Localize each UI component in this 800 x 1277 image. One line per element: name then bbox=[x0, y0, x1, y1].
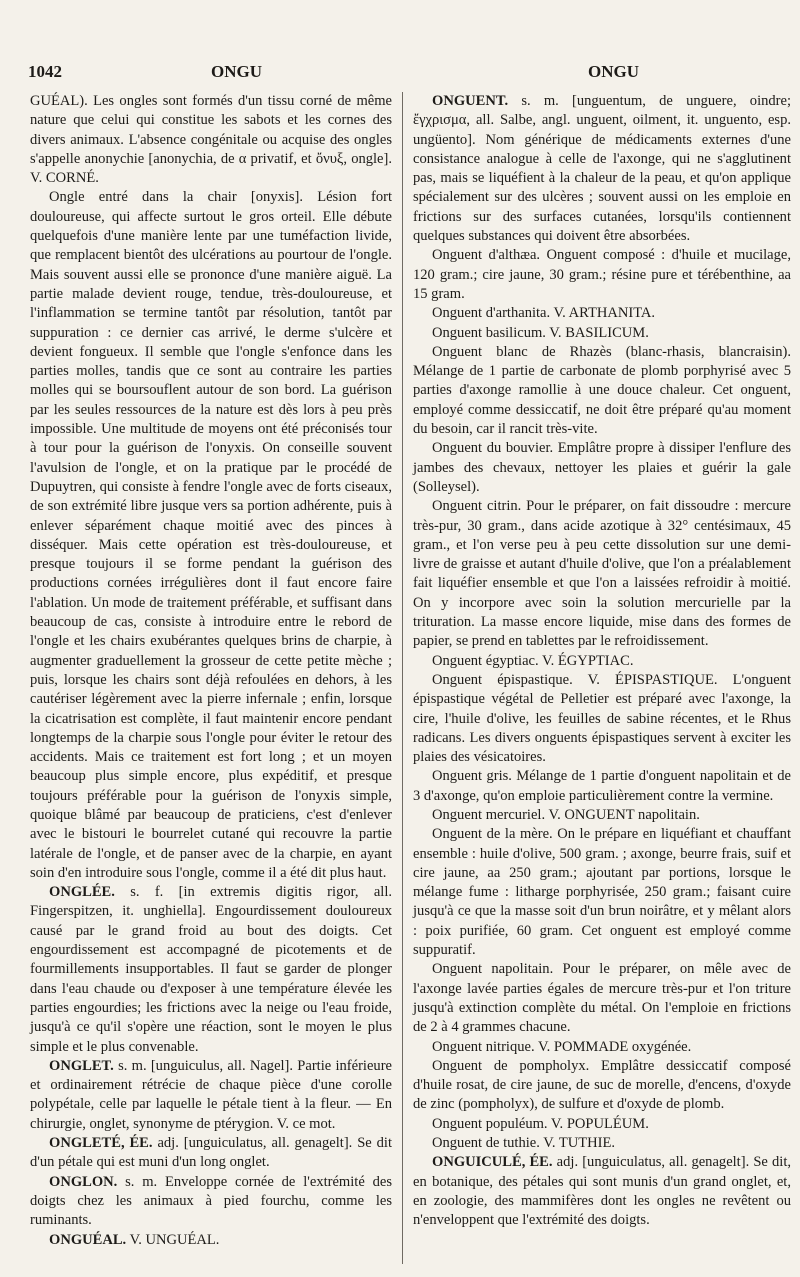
entry-ongle-entre: Ongle entré dans la chair [onyxis]. Lésion fort douloureuse, qui affecte surtout le gros orteil. Elle débute quelquefois d'une manière lente par une tuméfaction livide, que remplacent bientôt des ulcérations au pourtour de l'ongle. Mais souvent aussi elle se prononce d'une manière aiguë. La partie malade devient rouge, tendue, très-douloureuse, et l'inflammation se termine tantôt par résolution, tantôt par suppuration : ce dernier cas arrivé, le derme s'ulcère et devient fongueux. Il semble que l'ongle s'enfonce dans les parties molles, tandis que ce sont au contraire les parties molles qui se boursouflent autour de son bord. La guérison par les seules ressources de la nature est dès lors à peu près impossible. Une multitude de moyens ont été préconisés tour à tour pour la guérison de l'onyxis. On conseille souvent l'avulsion de l'ongle, et on la pratique par le procédé de Dupuytren, qui consiste à fendre l'ongle avec de forts ciseaux, de son extrémité libre jusque vers sa portion adhérente, puis à enlever séparément chaque moitié avec des pinces à disséquer. Mais cette opération est très-douloureuse, et presque toujours il se forme pendant la guérison des productions cornées irrégulières dont il faut encore faire l'ablation. Un mode de traitement préférable, et suffisant dans beaucoup de cas, consiste à introduire entre le rebord de l'ongle et les chairs exubérantes quelques brins de charpie, à augmenter graduellement la grosseur de cette petite mèche ; puis, lorsque les chairs sont déjà refoulées en dehors, à les cautériser légèrement avec la pierre infernale ; enfin, lorsque la cicatrisation est complète, il faut maintenir encore pendant longtemps de la charpie sous l'ongle pour éviter le retour des accidents. Mais ce traitement est fort long ; et un moyen beaucoup plus simple encore, plus expéditif, et presque toujours préférable pour la guérison de l'onyxis simple, quoique blâmé par beaucoup de praticiens, c'est d'enlever avec le bistouri le bourrelet cutané qui recouvre la partie latérale de l'ongle, et de panser avec de la charpie, en ayant soin d'en introduire sous l'ongle, comme il a été dit plus haut. bbox=[30, 189, 392, 881]
definition-onguicule: adj. [unguiculatus, all. genagelt]. Se dit, en botanique, des pétales qui sont munis d'un grand onglet, et, en zoologie, des mammifères dont les ongles ne revêtent ou n'enveloppent que l'extrémité des doigts. bbox=[413, 1154, 791, 1229]
entry-gris: Onguent gris. Mélange de 1 partie d'onguent napolitain et de 3 d'axonge, qu'on emploie particulièrement contre la vermine. bbox=[413, 768, 791, 804]
definition-onglon: s. m. Enveloppe cornée de l'extrémité des doigts chez les animaux à pied fourchu, comme les ruminants. bbox=[30, 1173, 392, 1229]
entry-ongle-continuation: GUÉAL). Les ongles sont formés d'un tissu corné de même nature que celui qui constitue les sabots et les cornes des divers animaux. L'absence congénitale ou acquise des ongles s'appelle anonychie [anonychia, de α privatif, et ὄνυξ, ongle]. V. CORNÉ. bbox=[30, 93, 392, 187]
entry-ongueal bbox=[30, 1231, 392, 1250]
entry-onglet bbox=[30, 1057, 392, 1134]
entry-onglete bbox=[30, 1134, 392, 1173]
headword-onglon: ONGLON. bbox=[49, 1173, 118, 1190]
headword-onguent: ONGUENT. bbox=[432, 93, 509, 109]
headword-ongueal: ONGUÉAL. bbox=[49, 1231, 127, 1248]
entry-la-mere: Onguent de la mère. On le prépare en liquéfiant et chauffant ensemble : huile d'olive, 500 gram. ; axonge, beurre frais, suif et cire jaune, aa 250 gram.; ajoutant par portions, lorsque le mélange fume : litharge porphyrisée, 250 gram.; faisant cuire jusqu'à ce que la masse soit d'un brun noirâtre, et y mêlant alors : poix purifiée, 60 gram. Cet onguent est employé comme suppuratif. bbox=[413, 826, 791, 959]
definition-onglet: s. m. [unguiculus, all. Nagel]. Partie inférieure et ordinairement rétrécie de chaque pièce d'une corolle polypétale, celle par laquelle le pétale tient à la fleur. — En chirurgie, onglet, synonyme de ptérygion. V. ce mot. bbox=[30, 1057, 393, 1132]
column-divider bbox=[402, 92, 403, 1264]
entry-egyptiac: Onguent égyptiac. V. ÉGYPTIAC. bbox=[432, 652, 634, 669]
entry-citrin: Onguent citrin. Pour le préparer, on fait dissoudre : mercure très-pur, 30 gram., dans acide azotique à 32° centésimaux, 45 gram., et l'on verse peu à peu cette dissolution sur une demi-livre de graisse et autant d'huile d'olive, que l'on a préalablement fait liquéfier ensemble et que l'on a laissées refroidir à moitié. On y incorpore avec soin la solution mercurielle par la trituration. La masse encore liquide, mise dans des formes de papier, se prend en tablettes par le refroidissement. bbox=[413, 498, 791, 650]
entry-epispastique: Onguent épispastique. V. ÉPISPASTIQUE. L'onguent épispastique végétal de Pelletier est préparé avec l'axonge, la cire, l'huile d'olive, les feuilles de sabine récentes, et le Rhus radicans. Les divers onguents épispastiques servent à exciter les plaies des vésicatoires. bbox=[413, 671, 791, 766]
entry-mercuriel: Onguent mercuriel. V. ONGUENT napolitain. bbox=[432, 806, 700, 823]
entry-tuthie: Onguent de tuthie. V. TUTHIE. bbox=[432, 1135, 616, 1152]
entry-napolitain: Onguent napolitain. Pour le préparer, on mêle avec de l'axonge lavée parties égales de mercure très-pur et l'on triture jusqu'à extinction complète du métal. On l'emploie en frictions de 2 à 4 grammes chacune. bbox=[413, 961, 791, 1036]
entry-onglee bbox=[30, 883, 392, 1057]
entry-populeum: Onguent populéum. V. POPULÉUM. bbox=[432, 1115, 649, 1132]
entry-althaea: Onguent d'althæa. Onguent composé : d'huile et mucilage, 120 gram.; cire jaune, 30 gram.; résine pure et térébenthine, aa 15 gram. bbox=[413, 247, 791, 302]
running-head-left: ONGU bbox=[211, 62, 262, 81]
headword-onglete: ONGLETÉ, ÉE. bbox=[49, 1135, 153, 1152]
headword-onglee: ONGLÉE. bbox=[49, 884, 115, 901]
right-column bbox=[413, 92, 791, 1231]
entry-pompholyx: Onguent de pompholyx. Emplâtre dessiccatif composé d'huile rosat, de cire jaune, de suc de morelle, d'encens, d'oxyde de zinc (pompholyx), de sulfure et d'oxyde de plomb. bbox=[413, 1057, 791, 1113]
definition-onguent: s. m. [unguentum, de unguere, oindre; ἔγχρισμα, all. Salbe, angl. unguent, oilment, it. unguento, esp. ungüento]. Nom générique de médicaments externes d'une consistance analogue à celle de l'axonge, qui ne s'agglutinent pas, mais se liquéfient à la chaleur de la peau, et qu'on applique spécialement sur des ulcères ; souvent aussi on les emploie en frictions sur des surfaces cutanées, lorsqu'ils contiennent quelques substances qui doivent être absorbées. bbox=[413, 93, 791, 245]
entry-blanc-rhazes: Onguent blanc de Rhazès (blanc-rhasis, blancraisin). Mélange de 1 partie de carbonate de plomb porphyrisé avec 5 parties d'axonge ramollie à une douce chaleur. Cet onguent, employé comme dessiccatif, ne doit être préparé qu'au moment du besoin, car il rancit très-vite. bbox=[413, 343, 791, 438]
headword-onguicule: ONGUICULÉ, ÉE. bbox=[432, 1154, 553, 1171]
entry-bouvier: Onguent du bouvier. Emplâtre propre à dissiper l'enflure des jambes des chevaux, nettoyer les plaies et guérir la gale (Solleysel). bbox=[413, 440, 791, 495]
entry-basilicum: Onguent basilicum. V. BASILICUM. bbox=[432, 324, 649, 341]
entry-nitrique: Onguent nitrique. V. POMMADE oxygénée. bbox=[432, 1038, 692, 1055]
entry-arthanita: Onguent d'arthanita. V. ARTHANITA. bbox=[432, 305, 656, 322]
running-head-right: ONGU bbox=[588, 62, 639, 81]
definition-onglete: adj. [unguiculatus, all. genagelt]. Se dit d'un pétale qui est muni d'un long onglet. bbox=[30, 1135, 393, 1171]
definition-ongueal: V. UNGUÉAL. bbox=[129, 1231, 220, 1248]
entry-onglon bbox=[30, 1173, 392, 1231]
headword-onglet: ONGLET. bbox=[49, 1057, 114, 1074]
page-number: 1042 bbox=[28, 62, 62, 81]
left-column bbox=[30, 92, 392, 1250]
running-header bbox=[28, 62, 786, 86]
entry-onguicule bbox=[413, 1153, 791, 1230]
entry-onguent bbox=[413, 92, 791, 246]
definition-onglee: s. f. [in extremis digitis rigor, all. Fingerspitzen, it. unghiella]. Engourdissement douloureux causé par le grand froid au bout des doigts. Cet engourdissement est accompagné de picotements et de fourmillements insupportables. Il faut se garder de plonger dans l'eau chaude ou d'exposer à une température élevée les parties engourdies; les frictions avec la neige ou l'eau froide, jusqu'à ce qu'il s'opère une réaction, sont le moyen le plus simple et le plus convenable. bbox=[30, 884, 393, 1055]
